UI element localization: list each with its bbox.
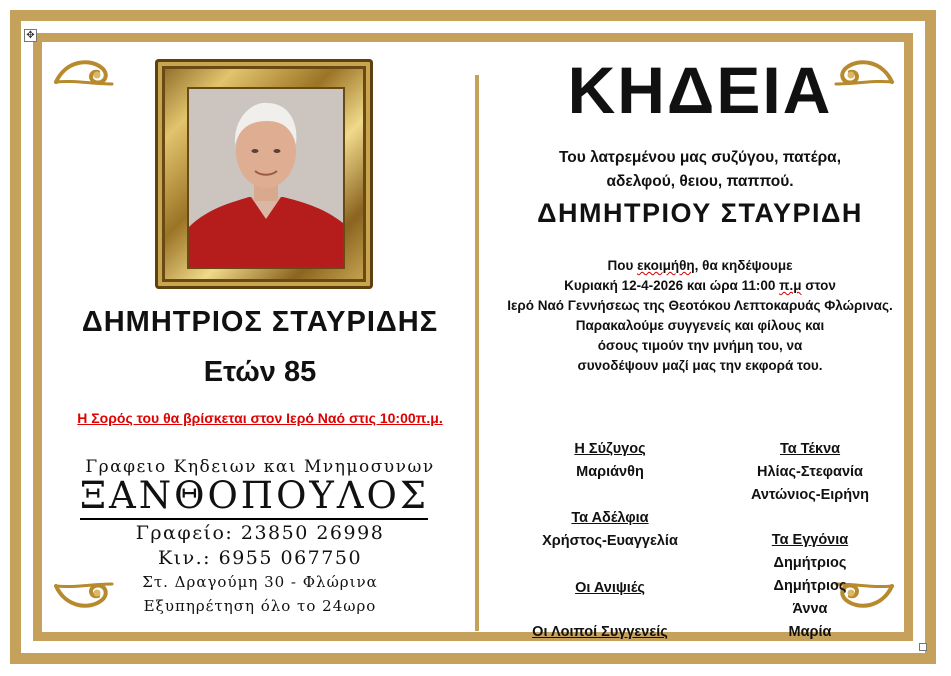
viewing-note: Η Σορός του θα βρίσκεται στον Ιερό Ναό στις 10:00π.μ.: [77, 410, 443, 426]
mourner-name: Χρήστος-Ευαγγελία: [542, 533, 678, 549]
announcement-line-6: συνοδέψουν μαζί μας την εκφορά του.: [577, 358, 823, 373]
beloved-dedication: [480, 146, 920, 194]
mourners-other-relatives-heading: Οι Λοιποί Συγγενείς: [532, 624, 668, 640]
spellcheck-word[interactable]: π.μ: [779, 278, 802, 293]
mourner-name: Ηλίας-Στεφανία: [757, 464, 863, 480]
mourner-name: Μαριάνθη: [576, 464, 644, 480]
mourner-name: Άννα: [792, 601, 828, 617]
announcement-line-2: [480, 276, 920, 296]
deceased-portrait-photo: [187, 87, 345, 269]
announcement-line-3: Ιερό Ναό Γεννήσεως της Θεοτόκου Λεπτοκαρυάς Φλώρινας.: [507, 298, 893, 313]
funeral-announcement: [480, 256, 920, 376]
mourners-nephews-nieces: [500, 577, 720, 600]
agency-name: ΞΑΝΘΟΠΟΥΛΟΣ: [80, 474, 428, 520]
mourners-grandchildren-heading: Τα Εγγόνια: [771, 532, 849, 548]
mourners-other-relatives: [480, 621, 720, 644]
agency-office-phone: Γραφείο: 23850 26998: [135, 522, 385, 544]
table-move-handle-icon[interactable]: ✥: [24, 29, 37, 42]
mourner-name: Μαρία: [788, 624, 832, 640]
announcement-line-4: Παρακαλούμε συγγενείς και φίλους και: [575, 318, 825, 333]
mourners-grandchildren: [720, 529, 900, 644]
announcement-text: , θα κηδέψουμε: [694, 258, 793, 273]
announcement-line-1: [480, 256, 920, 276]
mourner-name: Αντώνιος-Ειρήνη: [750, 487, 870, 503]
mourners-children: [720, 438, 900, 507]
announcement-text: Που: [607, 258, 638, 273]
agency-address: Στ. Δραγούμη 30 - Φλώρινα: [142, 573, 378, 591]
announcement-text: Κυριακή 12-4-2026 και ώρα 11:00: [564, 278, 780, 293]
announcement-text: στον: [801, 278, 836, 293]
mourners-siblings: [500, 507, 720, 553]
beloved-line-1: Του λατρεμένου μας συζύγου, πατέρα,: [558, 149, 841, 166]
mourner-name: Δημήτριος: [773, 578, 847, 594]
beloved-line-2: αδελφού, θειου, παππού.: [606, 173, 794, 190]
mourners-children-heading: Τα Τέκνα: [779, 441, 841, 457]
flourish-top-left-icon: [52, 54, 116, 90]
announcement-line-5: όσους τιμούν την μνήμη του, να: [597, 338, 803, 353]
deceased-age: Ετών 85: [203, 356, 317, 388]
deceased-name: ΔΗΜΗΤΡΙΟΣ ΣΤΑΥΡΙΔΗΣ: [81, 306, 439, 338]
deceased-name-genitive: ΔΗΜΗΤΡΙΟΥ ΣΤΑΥΡΙΔΗ: [537, 198, 863, 228]
table-resize-handle-icon[interactable]: [919, 643, 927, 651]
agency-mobile-phone: Κιν.: 6955 067750: [157, 547, 363, 569]
mourners-spouse-heading: Η Σύζυγος: [574, 441, 646, 457]
spellcheck-word[interactable]: εκοιμήθη: [637, 258, 695, 273]
page-title: ΚΗΔΕΙΑ: [567, 53, 833, 127]
mourner-name: Δημήτριος: [773, 555, 847, 571]
agency-subtitle: Γραφειο Κηδειων και Μνημοσυνων: [85, 457, 435, 477]
mourners-nephews-nieces-heading: Οι Ανιψιές: [575, 580, 645, 596]
mourners-siblings-heading: Τα Αδέλφια: [571, 510, 649, 526]
agency-service-hours: Εξυπηρέτηση όλο το 24ωρο: [143, 597, 377, 615]
mourners-spouse: [520, 438, 700, 484]
